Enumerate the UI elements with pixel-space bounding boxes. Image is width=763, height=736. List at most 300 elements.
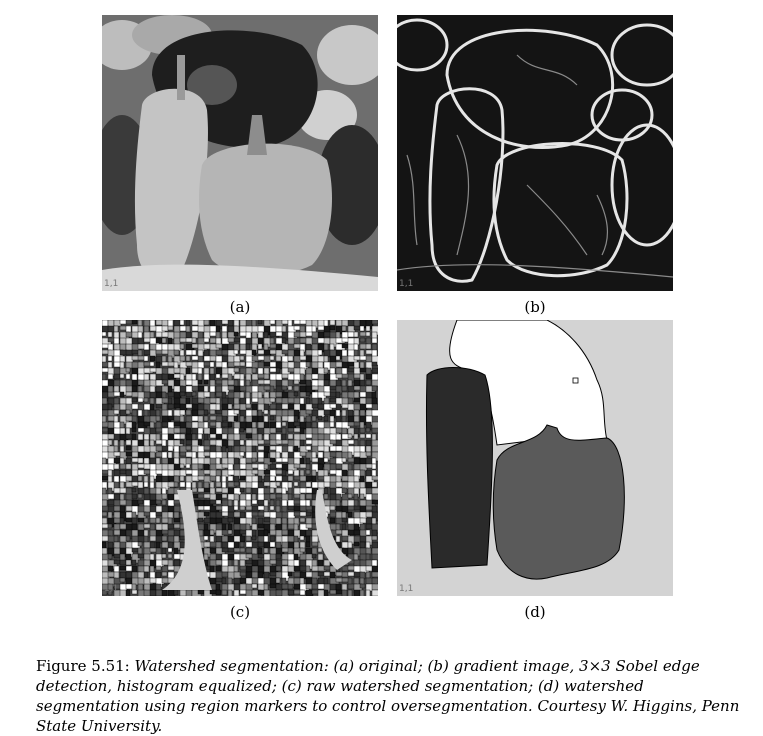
- segment-region: [324, 416, 328, 421]
- segment-region: [348, 332, 354, 337]
- segment-region: [132, 398, 137, 402]
- segment-region: [300, 452, 306, 456]
- segment-region: [306, 410, 312, 414]
- segment-region: [366, 356, 372, 362]
- segment-region: [348, 542, 352, 548]
- segment-region: [240, 452, 244, 456]
- segment-region: [162, 500, 166, 505]
- panel-d-marker-watershed: [397, 320, 673, 596]
- segment-region: [120, 566, 126, 570]
- segment-region: [330, 506, 335, 510]
- segment-region: [282, 458, 288, 462]
- segment-region: [156, 416, 160, 421]
- segment-region: [312, 326, 316, 332]
- segment-region: [294, 398, 300, 404]
- segment-region: [270, 542, 275, 547]
- segment-region: [234, 416, 238, 421]
- segment-region: [108, 524, 112, 528]
- segment-region: [372, 584, 378, 590]
- segment-region: [108, 554, 112, 559]
- segment-region: [282, 338, 286, 343]
- segment-region: [252, 572, 258, 578]
- segment-region: [258, 344, 262, 349]
- segment-region: [306, 320, 312, 326]
- segment-region: [264, 464, 268, 469]
- segment-region: [342, 344, 348, 348]
- segment-region: [270, 536, 275, 541]
- segment-region: [120, 356, 125, 362]
- segment-region: [102, 518, 107, 524]
- segment-region: [372, 320, 378, 324]
- segment-region: [366, 590, 370, 596]
- segment-region: [270, 320, 275, 324]
- segment-region: [174, 590, 178, 595]
- segment-region: [288, 470, 293, 474]
- segment-region: [312, 404, 318, 408]
- segment-region: [324, 590, 328, 596]
- segment-region: [258, 332, 263, 338]
- segment-region: [336, 356, 340, 360]
- segment-region: [264, 482, 270, 486]
- segment-region: [198, 362, 204, 368]
- segment-region: [306, 542, 310, 547]
- segment-region: [138, 320, 142, 326]
- segment-region: [312, 554, 316, 558]
- segment-region: [252, 410, 257, 416]
- segment-region: [324, 446, 329, 452]
- segment-region: [222, 326, 227, 332]
- segment-region: [186, 590, 192, 596]
- segment-region: [126, 374, 130, 379]
- segment-region: [318, 452, 323, 458]
- segment-region: [264, 506, 268, 512]
- segment-region: [222, 482, 226, 488]
- segment-region: [324, 398, 329, 404]
- segment-region: [198, 446, 204, 452]
- segment-region: [324, 572, 330, 576]
- segment-region: [228, 590, 232, 596]
- segment-region: [150, 536, 156, 541]
- segment-region: [372, 590, 378, 596]
- segment-region: [210, 422, 216, 426]
- segment-region: [204, 512, 209, 516]
- segment-region: [324, 482, 330, 487]
- segment-region: [228, 530, 232, 534]
- segment-region: [126, 446, 131, 450]
- segment-region: [306, 512, 311, 516]
- panel-c-raw-watershed: [102, 320, 378, 596]
- segment-region: [150, 356, 155, 361]
- segment-region: [354, 590, 360, 596]
- segment-region: [282, 530, 288, 535]
- segment-region: [186, 410, 191, 415]
- segment-region: [192, 392, 196, 396]
- segment-region: [174, 524, 180, 528]
- segment-region: [240, 476, 245, 480]
- segment-region: [330, 368, 335, 374]
- segment-region: [240, 416, 244, 422]
- segment-region: [312, 416, 316, 421]
- gradient-edges-illustration: [397, 15, 673, 291]
- segment-region: [216, 470, 221, 476]
- segment-region: [372, 488, 378, 494]
- segment-region: [180, 434, 185, 439]
- segment-region: [342, 518, 347, 522]
- segment-region: [168, 446, 173, 451]
- segment-region: [282, 326, 286, 332]
- segment-region: [246, 536, 251, 541]
- segment-region: [288, 584, 293, 589]
- segment-region: [150, 452, 155, 458]
- segment-region: [342, 590, 347, 596]
- segment-region: [102, 332, 106, 336]
- segment-region: [210, 410, 215, 414]
- segment-region: [252, 518, 256, 524]
- segment-region: [156, 332, 162, 337]
- segment-region: [132, 590, 137, 594]
- segment-region: [276, 356, 281, 361]
- segment-region: [366, 440, 371, 446]
- segment-region: [132, 560, 136, 565]
- segment-region: [186, 320, 190, 326]
- segment-region: [252, 524, 257, 530]
- segment-region: [276, 482, 280, 486]
- segment-region: [120, 464, 126, 469]
- segment-region: [240, 506, 245, 510]
- segment-region: [360, 410, 365, 416]
- segment-region: [228, 476, 233, 481]
- segment-region: [372, 518, 376, 524]
- segment-region: [366, 572, 370, 578]
- segment-region: [126, 536, 130, 541]
- segment-region: [330, 422, 334, 427]
- segment-region: [180, 344, 184, 349]
- caption-text: Watershed segmentation: (a) original; (b) gradient image, 3×3 Sobel edge detection, histogram equalized; (c) raw watershed segmentation; (d) watershed segmentation using region markers to control oversegmentation. Courtesy W. Higgins, Penn State University.: [36, 657, 740, 735]
- segment-region: [270, 458, 275, 462]
- segment-region: [162, 554, 166, 558]
- segment-region: [180, 476, 184, 481]
- segment-region: [126, 464, 131, 469]
- segment-region: [180, 392, 185, 396]
- segment-region: [144, 398, 148, 402]
- segment-region: [168, 398, 172, 404]
- segment-region: [342, 572, 348, 577]
- segment-region: [318, 356, 324, 362]
- segment-region: [282, 560, 288, 565]
- segment-region: [168, 512, 173, 518]
- segment-region: [120, 470, 126, 474]
- segment-region: [306, 392, 310, 396]
- segment-region: [300, 440, 304, 446]
- segment-region: [108, 374, 113, 379]
- segment-region: [372, 482, 377, 487]
- segment-region: [138, 434, 143, 440]
- segment-region: [354, 368, 360, 374]
- segment-region: [114, 410, 119, 414]
- segment-region: [108, 440, 112, 445]
- segment-region: [372, 368, 378, 373]
- segment-region: [228, 404, 232, 409]
- segment-region: [252, 422, 256, 428]
- segment-region: [276, 578, 280, 583]
- segment-region: [180, 452, 186, 456]
- segment-region: [270, 500, 274, 506]
- segment-region: [324, 338, 330, 344]
- segment-region: [156, 584, 161, 590]
- segment-region: [252, 368, 256, 373]
- segment-region: [138, 332, 142, 338]
- segment-region: [354, 356, 360, 360]
- segment-region: [276, 554, 281, 559]
- segment-region: [192, 344, 198, 348]
- segment-region: [204, 374, 209, 380]
- segment-region: [234, 338, 240, 342]
- segment-region: [234, 506, 238, 510]
- segment-region: [126, 476, 132, 481]
- segment-region: [114, 524, 120, 530]
- segment-region: [174, 482, 178, 487]
- segment-region: [198, 428, 203, 434]
- segment-region: [312, 452, 316, 458]
- segment-region: [162, 380, 168, 384]
- segment-region: [360, 332, 366, 336]
- segment-region: [276, 422, 281, 428]
- segment-region: [216, 590, 221, 595]
- segment-region: [186, 332, 191, 338]
- segment-region: [324, 560, 330, 566]
- segment-region: [276, 566, 281, 571]
- segment-region: [150, 590, 156, 596]
- segment-region: [366, 428, 370, 432]
- segment-region: [126, 368, 130, 372]
- segment-region: [270, 428, 276, 433]
- segment-region: [216, 398, 220, 404]
- segment-region: [216, 446, 221, 452]
- segment-region: [366, 446, 371, 452]
- segment-region: [126, 458, 131, 464]
- segment-region: [138, 494, 142, 498]
- segment-region: [312, 422, 317, 428]
- segment-region: [198, 434, 202, 439]
- segment-region: [360, 392, 366, 397]
- segment-region: [228, 320, 233, 326]
- segment-region: [156, 518, 160, 523]
- segment-region: [114, 566, 119, 572]
- segment-region: [324, 458, 328, 462]
- segment-region: [132, 428, 136, 432]
- segment-region: [372, 428, 378, 433]
- segment-region: [288, 482, 292, 488]
- segment-region: [294, 446, 298, 451]
- segment-region: [246, 506, 252, 510]
- segment-region: [120, 446, 124, 452]
- segment-region: [324, 494, 328, 499]
- segment-region: [228, 518, 233, 522]
- segment-region: [342, 488, 347, 493]
- segment-region: [168, 518, 172, 524]
- segment-region: [120, 458, 124, 464]
- segment-region: [132, 386, 137, 392]
- segment-region: [204, 416, 208, 421]
- segment-region: [240, 428, 244, 432]
- segment-region: [216, 518, 222, 523]
- panel-b-gradient-image: [397, 15, 673, 291]
- segment-region: [300, 470, 304, 476]
- segment-region: [222, 476, 226, 482]
- segment-region: [240, 536, 245, 542]
- segment-region: [138, 554, 144, 558]
- segment-region: [372, 446, 378, 452]
- segment-region: [114, 464, 119, 469]
- segment-region: [336, 530, 342, 534]
- segment-region: [132, 320, 137, 324]
- segment-region: [246, 524, 250, 530]
- segment-region: [342, 332, 348, 338]
- segment-region: [294, 380, 299, 384]
- segment-region: [162, 320, 168, 326]
- segment-region: [306, 464, 310, 470]
- segment-region: [126, 440, 131, 445]
- segment-region: [198, 518, 203, 522]
- segment-region: [372, 476, 378, 480]
- panel-corner-mark: 1,1: [399, 584, 414, 594]
- segment-region: [234, 356, 240, 362]
- segment-region: [168, 326, 173, 330]
- segment-region: [288, 386, 292, 390]
- segment-region: [204, 452, 210, 456]
- segment-region: [372, 554, 378, 560]
- segment-region: [264, 374, 269, 379]
- segment-region: [138, 476, 142, 481]
- segment-region: [318, 350, 322, 355]
- segment-region: [234, 410, 239, 414]
- segment-region: [186, 446, 191, 450]
- segment-region: [300, 536, 304, 540]
- segment-region: [306, 440, 312, 444]
- segment-region: [150, 332, 154, 338]
- segment-region: [138, 380, 144, 385]
- segment-region: [150, 440, 154, 446]
- segment-region: [276, 572, 282, 578]
- segment-region: [234, 350, 238, 354]
- segment-region: [126, 566, 132, 571]
- segment-region: [288, 500, 294, 506]
- segment-region: [234, 554, 240, 560]
- segment-region: [216, 482, 221, 487]
- segment-region: [306, 566, 310, 572]
- segment-region: [240, 488, 244, 492]
- segment-region: [144, 512, 150, 516]
- segment-region: [198, 398, 204, 403]
- segment-region: [354, 410, 359, 416]
- segment-region: [306, 584, 312, 589]
- segment-region: [240, 464, 246, 469]
- segment-region: [144, 482, 148, 487]
- segment-region: [372, 362, 377, 366]
- segment-region: [216, 500, 221, 504]
- segment-region: [318, 548, 322, 552]
- segment-region: [288, 374, 294, 380]
- segment-region: [354, 332, 358, 337]
- segment-region: [102, 458, 106, 464]
- segment-region: [186, 482, 191, 488]
- segment-region: [162, 422, 168, 427]
- segment-region: [228, 464, 233, 470]
- caption-lead: Figure 5.51:: [36, 657, 130, 675]
- segment-region: [246, 404, 251, 408]
- segment-region: [168, 524, 174, 529]
- segment-region: [204, 536, 208, 540]
- segment-region: [168, 554, 172, 558]
- segment-region: [138, 350, 142, 356]
- segment-region: [180, 482, 185, 487]
- segment-region: [186, 464, 190, 468]
- segment-region: [120, 374, 124, 378]
- segment-region: [288, 320, 292, 326]
- segment-region: [138, 542, 142, 546]
- segment-region: [294, 584, 300, 589]
- segment-region: [288, 590, 294, 595]
- segment-region: [300, 434, 306, 440]
- segment-region: [132, 494, 137, 499]
- segment-region: [138, 458, 143, 463]
- segment-region: [252, 500, 257, 504]
- segment-region: [258, 320, 262, 324]
- segment-region: [360, 326, 364, 331]
- segment-region: [264, 548, 268, 553]
- segment-region: [354, 476, 359, 482]
- segment-region: [300, 590, 305, 595]
- segment-region: [216, 374, 220, 378]
- segment-region: [360, 542, 365, 548]
- segment-region: [240, 542, 244, 547]
- segment-region: [348, 362, 354, 366]
- segment-region: [252, 464, 258, 468]
- segment-region: [252, 458, 256, 462]
- segment-region: [270, 506, 274, 510]
- segment-region: [114, 560, 120, 564]
- segment-region: [234, 590, 239, 596]
- segment-region: [240, 548, 245, 552]
- segment-region: [294, 422, 300, 426]
- segment-region: [294, 392, 298, 396]
- segment-region: [252, 350, 256, 355]
- segment-region: [126, 332, 132, 337]
- segment-region: [270, 554, 276, 560]
- segment-region: [240, 356, 244, 360]
- segment-region: [186, 440, 192, 445]
- segment-region: [324, 368, 328, 373]
- segment-region: [144, 458, 149, 464]
- segment-region: [204, 338, 209, 342]
- segment-region: [264, 530, 268, 536]
- segment-region: [162, 494, 167, 499]
- segment-region: [258, 560, 264, 566]
- segment-region: [126, 560, 131, 565]
- segment-region: [294, 326, 300, 330]
- segment-region: [306, 524, 312, 528]
- segment-region: [222, 572, 228, 577]
- segment-region: [348, 440, 354, 444]
- segment-region: [318, 416, 322, 420]
- segment-region: [126, 512, 132, 518]
- segment-region: [234, 332, 238, 336]
- segment-region: [144, 392, 150, 398]
- segment-region: [372, 536, 377, 540]
- segment-region: [120, 392, 124, 397]
- segment-region: [108, 566, 113, 571]
- segment-region: [210, 356, 216, 361]
